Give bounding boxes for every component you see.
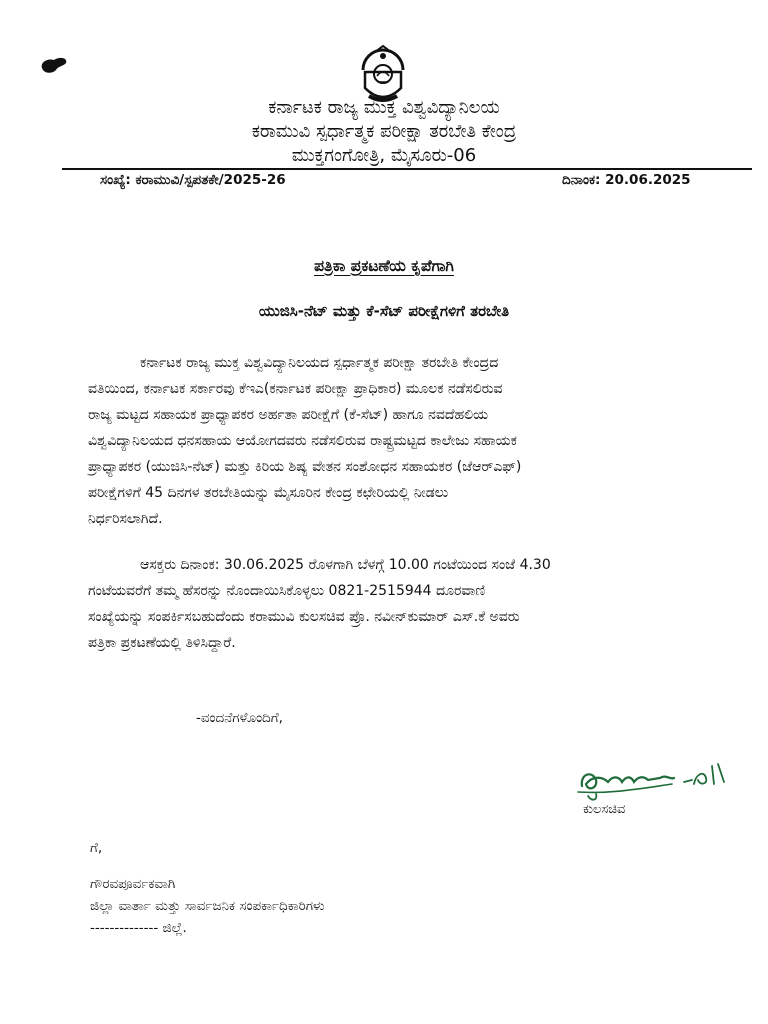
body-paragraph-1 bbox=[88, 350, 708, 532]
body-paragraph-2 bbox=[88, 552, 708, 656]
closing-greeting: -ವಂದನೆಗಳೊಂದಿಗೆ, bbox=[196, 710, 283, 726]
subject-line: ಯುಜಿಸಿ-ನೆಟ್ ಮತ್ತು ಕೆ-ಸೆಟ್ ಪರೀಕ್ಷೆಗಳಿಗೆ ತರಬೇತಿ bbox=[258, 302, 510, 320]
paragraph-line: ಸಂಖ್ಯೆಯನ್ನು ಸಂಪರ್ಕಿಸಬಹುದೆಂದು ಕರಾಮುವಿ ಕುಲಸಚಿವ ಪ್ರೊ. ನವೀನ್‌ಕುಮಾರ್ ಎಸ್.ಕೆ ಅವರು bbox=[88, 609, 520, 625]
paragraph-line: ಆಸಕ್ತರು ದಿನಾಂಕ: 30.06.2025 ರೊಳಗಾಗಿ ಬೆಳಗ್ಗೆ 10.00 ಗಂಟೆಯಿಂದ ಸಂಜೆ 4.30 bbox=[140, 557, 551, 573]
centre-name: ಕರಾಮುವಿ ಸ್ಪರ್ಧಾತ್ಮಕ ಪರೀಕ್ಷಾ ತರಬೇತಿ ಕೇಂದ್ರ bbox=[251, 121, 517, 142]
handwritten-signature bbox=[574, 744, 734, 804]
university-name: ಕರ್ನಾಟಕ ರಾಜ್ಯ ಮುಕ್ತ ವಿಶ್ವವಿದ್ಯಾನಿಲಯ bbox=[268, 97, 500, 118]
recipient-district: -------------- ಜಿಲ್ಲೆ. bbox=[90, 920, 187, 936]
recipient-to: ಗೆ, bbox=[90, 840, 103, 856]
paragraph-line: ಪ್ರಾಧ್ಯಾಪಕರ (ಯುಜಿಸಿ-ನೆಟ್) ಮತ್ತು ಕಿರಿಯ ಶಿಷ್ಯ ವೇತನ ಸಂಶೋಧನ ಸಹಾಯಕರ (ಜೆಆರ್‌ಎಫ್) bbox=[88, 459, 522, 475]
paragraph-line: ಕರ್ನಾಟಕ ರಾಜ್ಯ ಮುಕ್ತ ವಿಶ್ವವಿದ್ಯಾನಿಲಯದ ಸ್ಪರ್ಧಾತ್ಮಕ ಪರೀಕ್ಷಾ ತರಬೇತಿ ಕೇಂದ್ರದ bbox=[140, 355, 499, 371]
recipient-salutation: ಗೌರವಪೂರ್ವಕವಾಗಿ bbox=[90, 876, 176, 892]
reference-number: ಸಂಖ್ಯೆ: ಕರಾಮುವಿ/ಸ್ಪಪತಕೇ/2025-26 bbox=[100, 172, 286, 188]
paragraph-line: ನಿರ್ಧರಿಸಲಾಗಿದೆ. bbox=[88, 511, 163, 527]
signatory-designation: ಕುಲಸಚಿವ bbox=[583, 802, 626, 817]
paragraph-line: ರಾಜ್ಯ ಮಟ್ಟದ ಸಹಾಯಕ ಪ್ರಾಧ್ಯಾಪಕರ ಅರ್ಹತಾ ಪರೀಕ್ಷೆಗೆ (ಕೆ-ಸೆಟ್) ಹಾಗೂ ನವದೆಹಲಿಯ bbox=[88, 407, 489, 423]
recipient-office: ಜಿಲ್ಲಾ ವಾರ್ತಾ ಮತ್ತು ಸಾರ್ವಜನಿಕ ಸಂಪರ್ಕಾಧಿಕಾರಿಗಳು bbox=[90, 898, 325, 914]
header-divider bbox=[62, 168, 752, 170]
press-release-title: ಪತ್ರಿಕಾ ಪ್ರಕಟಣೆಯ ಕೃಪೆಗಾಗಿ bbox=[314, 257, 454, 275]
paragraph-line: ಪತ್ರಿಕಾ ಪ್ರಕಟಣೆಯಲ್ಲಿ ತಿಳಿಸಿದ್ದಾರೆ. bbox=[88, 635, 236, 651]
centre-address: ಮುಕ್ತಗಂಗೋತ್ರಿ, ಮೈಸೂರು-06 bbox=[291, 145, 477, 166]
paragraph-line: ಪರೀಕ್ಷೆಗಳಿಗೆ 45 ದಿನಗಳ ತರಬೇತಿಯನ್ನು ಮೈಸೂರಿನ ಕೇಂದ್ರ ಕಛೇರಿಯಲ್ಲಿ ನೀಡಲು bbox=[88, 485, 449, 501]
paragraph-line: ವಿಶ್ವವಿದ್ಯಾನಿಲಯದ ಧನಸಹಾಯ ಆಯೋಗದವರು ನಡೆಸಲಿರುವ ರಾಷ್ಟ್ರಮಟ್ಟದ ಕಾಲೇಜು ಸಹಾಯಕ bbox=[88, 433, 517, 449]
paragraph-line: ವತಿಯಿಂದ, ಕರ್ನಾಟಕ ಸರ್ಕಾರವು ಕೆಇಎ(ಕರ್ನಾಟಕ ಪರೀಕ್ಷಾ ಪ್ರಾಧಿಕಾರ) ಮೂಲಕ ನಡೆಸಲಿರುವ bbox=[88, 381, 503, 397]
ink-blot-mark bbox=[38, 54, 70, 78]
document-date: ದಿನಾಂಕ: 20.06.2025 bbox=[562, 172, 691, 188]
paragraph-line: ಗಂಟೆಯವರೆಗೆ ತಮ್ಮ ಹೆಸರನ್ನು ನೊಂದಾಯಿಸಿಕೊಳ್ಳಲು 0821-2515944 ದೂರವಾಣಿ bbox=[88, 583, 486, 599]
